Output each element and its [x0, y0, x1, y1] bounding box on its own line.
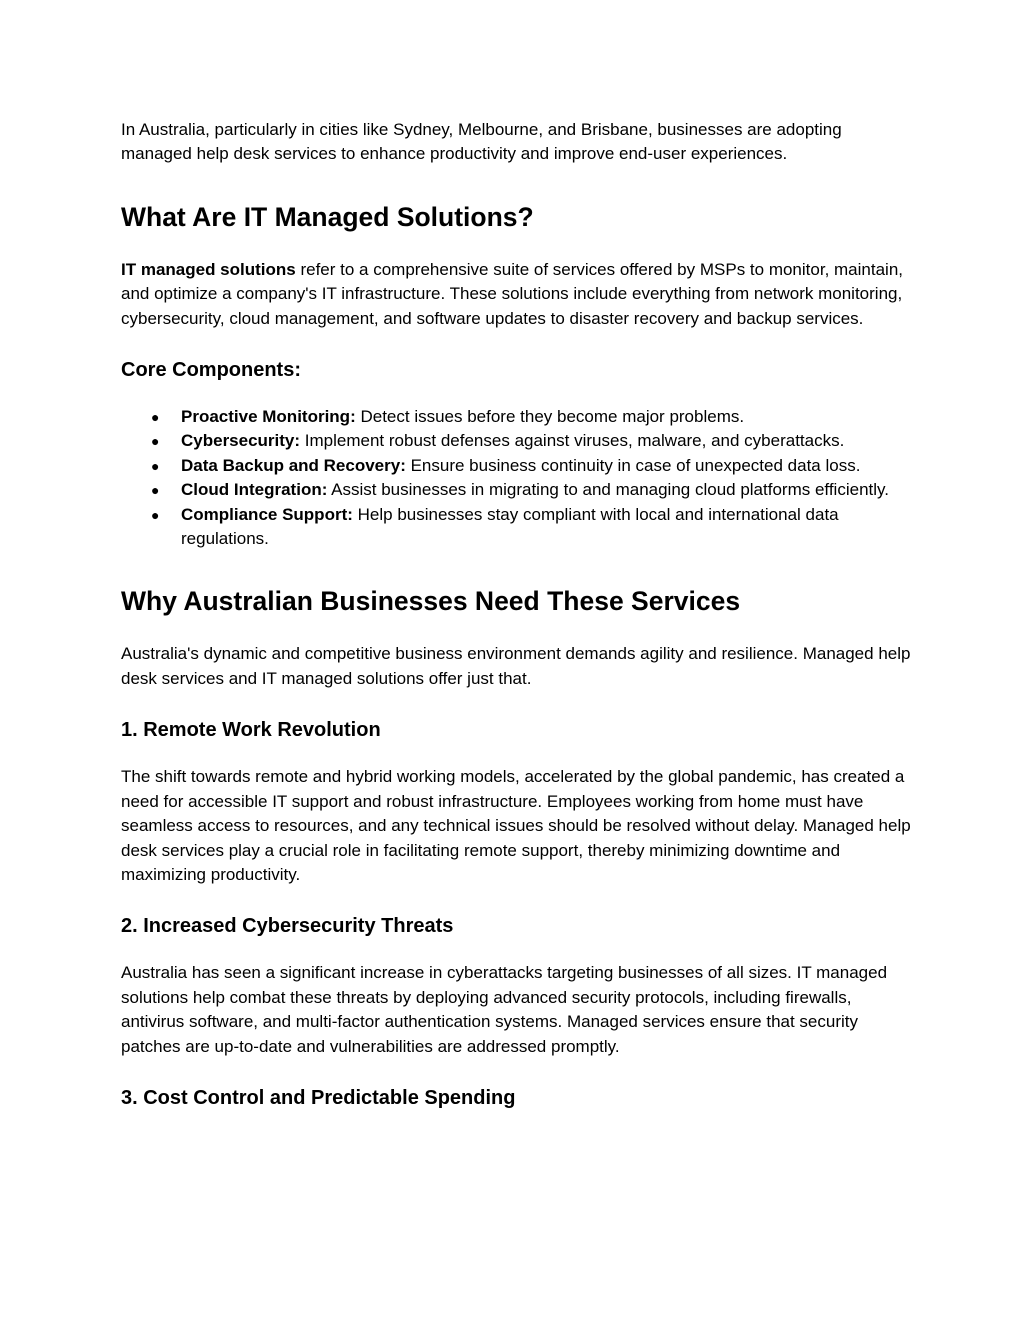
bullet-icon: ● — [151, 409, 160, 426]
document-page — [121, 118, 911, 1111]
list-item-text: Help businesses stay compliant with local and international data regulations. — [181, 504, 839, 549]
bullet-icon: ● — [151, 433, 160, 450]
list-item — [121, 503, 911, 552]
heading-what-are-it-managed-solutions: What Are IT Managed Solutions? — [121, 201, 534, 232]
bullet-icon: ● — [151, 482, 160, 499]
list-item-term: Proactive Monitoring: — [181, 407, 356, 427]
list-item-term: Data Backup and Recovery: — [181, 455, 406, 475]
list-item-text: Assist businesses in migrating to and managing cloud platforms efficiently. — [327, 480, 889, 500]
heading-core-components: Core Components: — [121, 359, 301, 382]
why-paragraph: Australia's dynamic and competitive business environment demands agility and resilience. Managed help desk services and IT managed solutions offer just that. — [121, 644, 911, 688]
list-item-term: Cloud Integration: — [181, 480, 328, 500]
list-item — [121, 454, 911, 478]
heading-cybersecurity-threats: 2. Increased Cybersecurity Threats — [121, 915, 454, 938]
remote-paragraph: The shift towards remote and hybrid working models, accelerated by the global pandemic, has created a need for accessible IT support and robust infrastructure. Employees working from home must have seamless access to resources, and any technical issues should be resolved without delay. Managed help desk services play a crucial role in facilitating remote support, thereby minimizing downtime and maximizing productivity. — [121, 767, 911, 884]
bullet-icon: ● — [151, 506, 160, 523]
list-item-text: Detect issues before they become major problems. — [355, 407, 745, 427]
list-item — [121, 405, 911, 429]
list-item — [121, 478, 911, 502]
list-item-text: Implement robust defenses against viruses, malware, and cyberattacks. — [300, 431, 845, 451]
list-item-text: Ensure business continuity in case of unexpected data loss. — [405, 455, 861, 475]
heading-cost-control: 3. Cost Control and Predictable Spending — [121, 1086, 516, 1109]
cyber-paragraph: Australia has seen a significant increase in cyberattacks targeting businesses of all sizes. IT managed solutions help combat these threats by deploying advanced security protocols, including firewalls, antivirus software, and multi-factor authentication systems. Managed services ensure that security patches are up-to-date and vulnerabilities are addressed promptly. — [121, 963, 888, 1056]
bullet-icon: ● — [151, 457, 160, 474]
what-paragraph — [121, 258, 911, 331]
list-item-term: Compliance Support: — [181, 504, 353, 524]
core-components-list — [121, 405, 911, 551]
list-item — [121, 429, 911, 453]
what-lead-rest: refer to a comprehensive suite of services offered by MSPs to monitor, maintain, and optimize a company's IT infrastructure. These solutions include everything from network monitoring, cybersecurity, cloud management, and software updates to disaster recovery and backup services. — [121, 259, 903, 328]
intro-paragraph: In Australia, particularly in cities like Sydney, Melbourne, and Brisbane, businesses are adopting managed help desk services to enhance productivity and improve end-user experiences. — [121, 120, 842, 164]
list-item-term: Cybersecurity: — [181, 431, 301, 451]
what-lead-bold: IT managed solutions — [121, 259, 296, 279]
heading-why-australian-businesses: Why Australian Businesses Need These Services — [121, 586, 741, 617]
heading-remote-work-revolution: 1. Remote Work Revolution — [121, 719, 381, 742]
